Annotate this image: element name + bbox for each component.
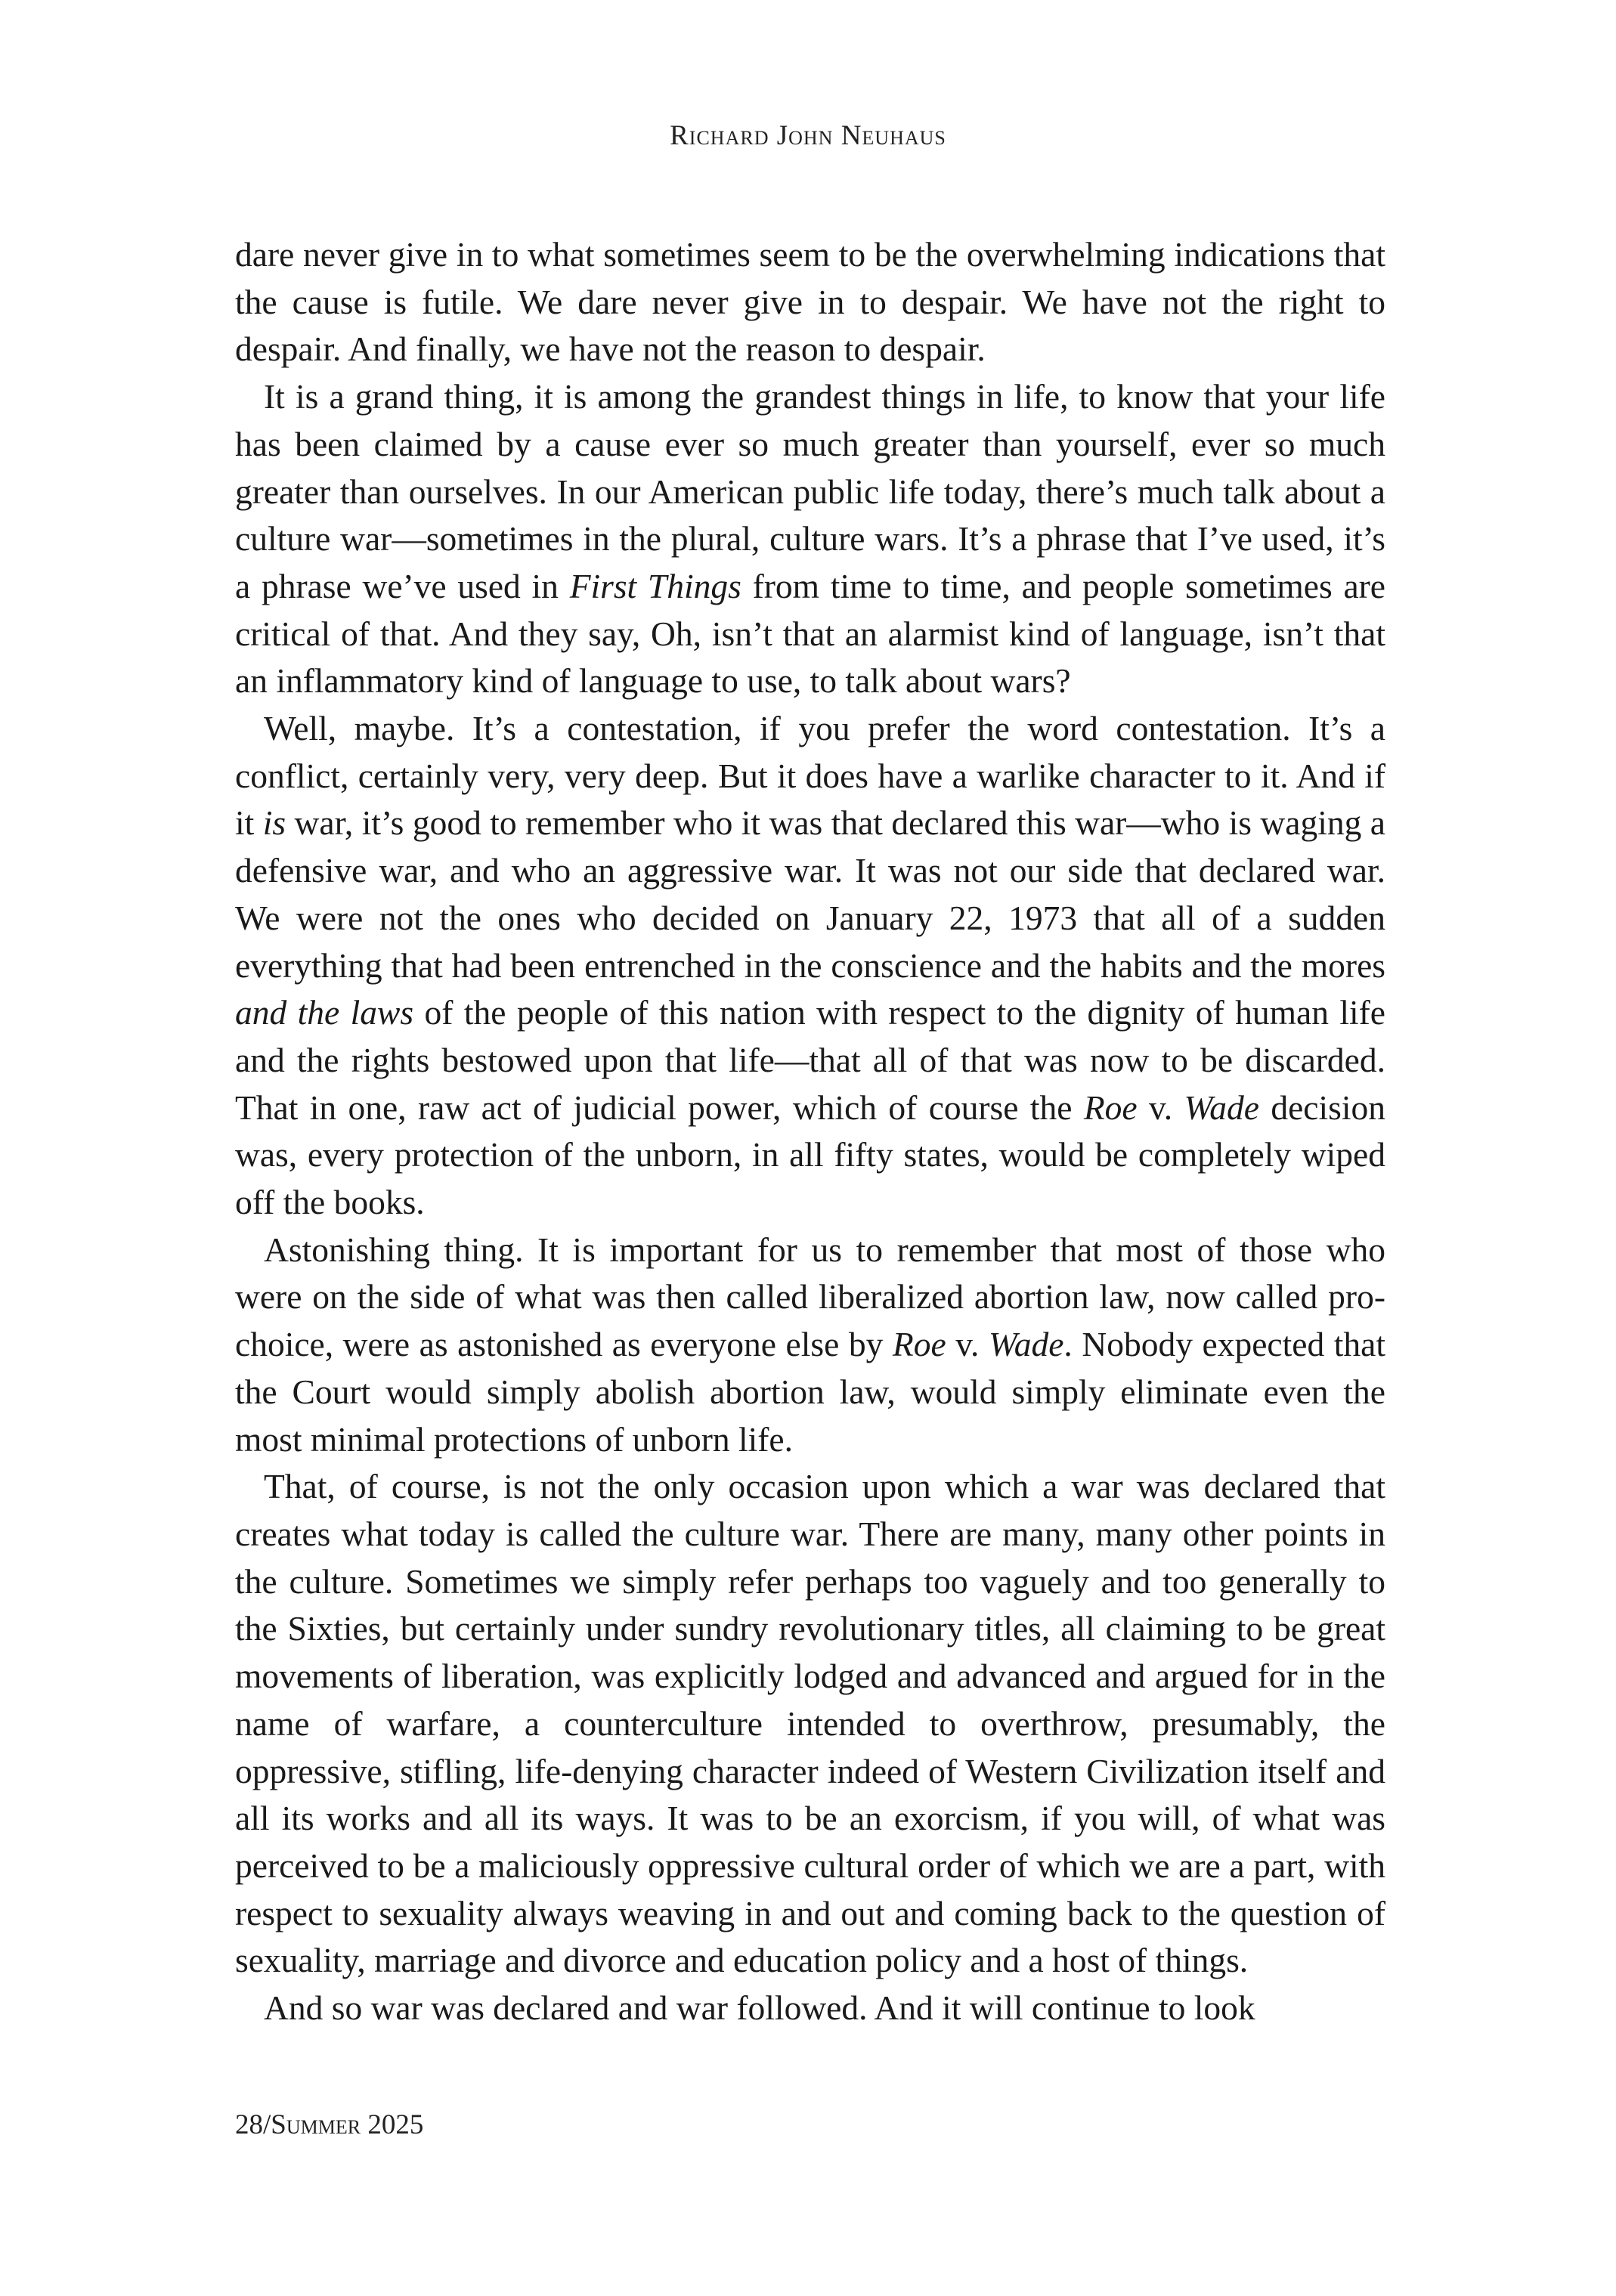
italic-text: Wade (988, 1325, 1064, 1364)
running-head: Richard John Neuhaus (670, 120, 946, 151)
text-run: That, of course, is not the only occasion upon which a war was declared that creates what today is called the culture war. There are many, many other points in the culture. Sometimes we simply refer perhaps too vaguely and too generally to the Sixties, but certainly under sundry revolutionary titles, all claiming to be great movements of liberation, was explicitly lodged and advanced and argued for in the name of warfare, a counterculture intended to overthrow, presumably, the oppressive, stifling, life-denying character indeed of Western Civilization itself and all its works and all its ways. It was to be an exorcism, if you will, of what was perceived to be a maliciously oppressive cultural order of which we are a part, with respect to sexuality always weaving in and out and coming back to the question of sexuality, marriage and divorce and education policy and a host of things. (235, 1467, 1385, 1980)
page-number: 28 (235, 2109, 263, 2140)
paragraph (235, 231, 1385, 373)
italic-text: and the laws (235, 993, 414, 1032)
text-run: Astonishing thing. It is important for us to remember that most of those who were on the side of what was then called liberalized abortion law, now called pro-choice, were as astonished as everyone else by (235, 1230, 1385, 1364)
text-run: decision was, every protection of the unborn, in all fifty states, would be completely wiped off the books. (235, 1088, 1385, 1222)
italic-text: First Things (569, 566, 741, 605)
paragraph (235, 1463, 1385, 1985)
text-run: dare never give in to what sometimes seem to be the overwhelming indications that the cause is futile. We dare never give in to despair. We have not the right to despair. And finally, we have not the reason to despair. (235, 235, 1385, 369)
issue-season: Summer (271, 2109, 361, 2140)
text-run: v. (946, 1325, 989, 1364)
page-footer (235, 2109, 423, 2141)
text-run: Well, maybe. It’s a contestation, if you prefer the word contestation. It’s a conflict, certainly very, very deep. But it does have a warlike character to it. And if it (235, 709, 1385, 843)
text-run: And so war was declared and war followed. And it will continue to look (264, 1988, 1255, 2028)
italic-text: Roe (1083, 1088, 1138, 1127)
paragraph (235, 705, 1385, 1227)
paragraph (235, 1985, 1385, 2032)
issue-year: 2025 (367, 2109, 424, 2140)
article-body (235, 231, 1385, 2032)
paragraph (235, 373, 1385, 705)
italic-text: is (262, 803, 286, 843)
text-run: . Nobody expected that the Court would simply abolish abortion law, would simply eliminate even the most minimal protections of unborn life. (235, 1325, 1385, 1459)
text-run: v. (1137, 1088, 1184, 1127)
paragraph (235, 1227, 1385, 1464)
text-run: from time to time, and people sometimes are critical of that. And they say, Oh, isn’t that an alarmist kind of language, isn’t that an inflammatory kind of language to use, to talk about wars? (235, 566, 1385, 701)
italic-text: Wade (1184, 1088, 1259, 1127)
text-run: war, it’s good to remember who it was that declared this war—who is waging a defensive war, and who an aggressive war. It was not our side that declared war. We were not the ones who decided on January 22, 1973 that all of a sudden everything that had been entrenched in the conscience and the habits and the mores (235, 803, 1385, 985)
folio-separator: / (263, 2109, 271, 2140)
text-run: of the people of this nation with respect to the dignity of human life and the rights bestowed upon that life—that all of that was now to be discarded. That in one, raw act of judicial power, which of course the (235, 993, 1385, 1127)
italic-text: Roe (892, 1325, 946, 1364)
text-run: It is a grand thing, it is among the grandest things in life, to know that your life has been claimed by a cause ever so much greater than yourself, ever so much greater than ourselves. In our American public life today, there’s much talk about a culture war—sometimes in the plural, culture wars. It’s a phrase that I’ve used, it’s a phrase we’ve used in (235, 377, 1385, 605)
